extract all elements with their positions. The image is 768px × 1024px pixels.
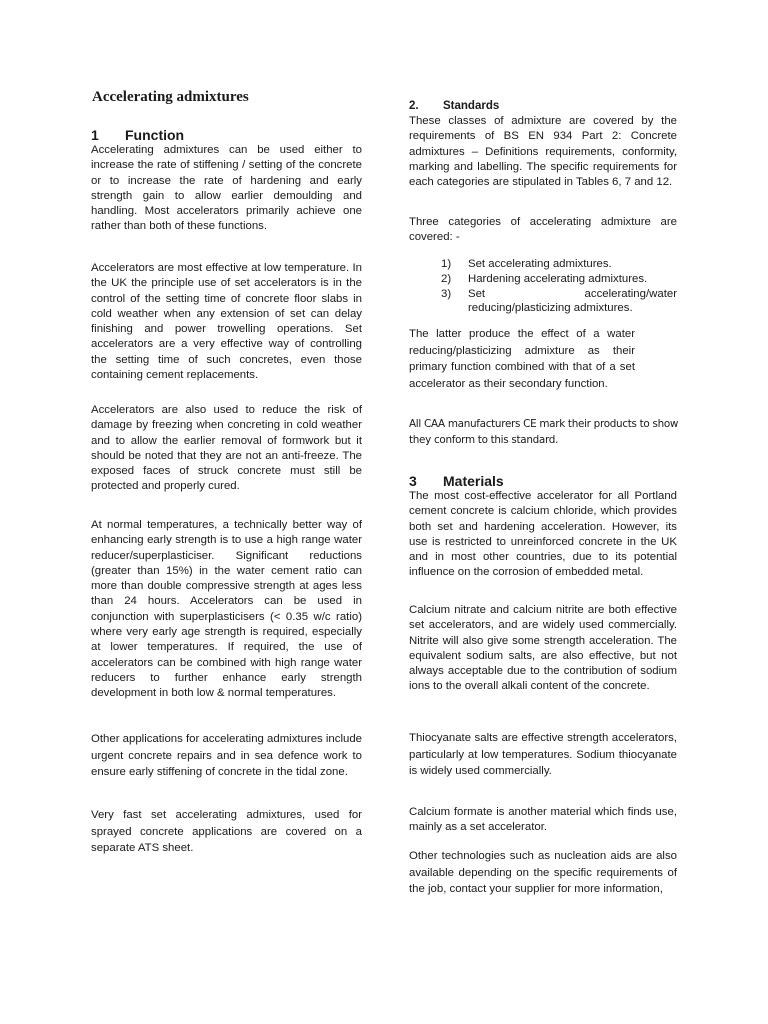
materials-paragraph-2: Calcium nitrate and calcium nitrite are both effective set accelerators, and are widely used commercially. Nitrite will also give some strength acceleration. The equivalent sodium salts, are also effective, but not always acceptable due to the contribution of sodium ions to the overall alkali content of the concrete. [409, 604, 677, 693]
list-item-text: Hardening accelerating admixtures. [468, 272, 648, 285]
section-title: Function [125, 127, 185, 143]
materials-paragraph-3: Thiocyanate salts are effective strength accelerators, particularly at low temperatures. Sodium thiocyanate is widely used commercially. [409, 732, 677, 777]
list-marker: 3) [441, 287, 452, 300]
function-paragraph-2: Accelerators are most effective at low temperature. In the UK the principle use of set accelerators is in the control of the setting time of concrete floor slabs in cold weather when any extension of set can delay finishing and power trowelling operations. Set accelerators are a very effective way of controlling the setting time of such concretes, even those containing cement replacements. [91, 262, 362, 382]
function-paragraph-6: Very fast set accelerating admixtures, used for sprayed concrete applications are covered on a separate ATS sheet. [91, 809, 362, 854]
section-heading-materials [409, 473, 504, 489]
materials-paragraph-4: Calcium formate is another material which finds use, mainly as a set accelerator. [409, 806, 677, 834]
list-item [441, 272, 677, 287]
section-heading-standards [409, 100, 499, 112]
function-paragraph-5: Other applications for accelerating admixtures include urgent concrete repairs and in sea defence work to ensure early stiffening of concrete in the tidal zone. [91, 733, 362, 778]
materials-paragraph-5: Other technologies such as nucleation aids are also available depending on the specific requirements of the job, contact your supplier for more information, [409, 850, 677, 895]
materials-paragraph-1: The most cost-effective accelerator for all Portland cement concrete is calcium chloride, which provides both set and hardening acceleration. However, its use is restricted to unreinforced concrete in the UK and in most other countries, due to its potential influence on the corrosion of embedded metal. [409, 490, 677, 579]
document-title: Accelerating admixtures [92, 89, 249, 105]
section-number: 1 [91, 127, 99, 143]
categories-intro: Three categories of accelerating admixture are covered: - [409, 216, 677, 244]
ce-mark-statement: All CAA manufacturers CE mark their products to show they conform to this standard. [409, 418, 679, 446]
function-paragraph-1: Accelerating admixtures can be used either to increase the rate of stiffening / setting of the concrete or to increase the rate of hardening and early strength gain to allow earlier demoulding and handling. Most accelerators primarily achieve one rather than both of these functions. [91, 144, 362, 233]
list-item [441, 287, 677, 317]
function-paragraph-4: At normal temperatures, a technically better way of enhancing early strength is to use a high range water reducer/superplasticiser. Significant reductions (greater than 15%) in the water cement ratio can more than double compressive strength at ages less than 24 hours. Accelerators can be used in conjunction with superplasticisers (< 0.35 w/c ratio) where very early age strength is required, especially at lower temperatures. If required, the use of accelerators can be combined with high range water reducers to further enhance early strength development in both low & normal temperatures. [91, 519, 362, 700]
list-item-text: Set accelerating admixtures. [468, 258, 612, 270]
list-item-text: Set accelerating/water reducing/plasticizing admixtures. [468, 287, 677, 315]
list-marker: 1) [441, 258, 452, 270]
list-marker: 2) [441, 272, 452, 285]
list-item [441, 257, 677, 272]
standards-intro: These classes of admixture are covered by the requirements of BS EN 934 Part 2: Concrete admixtures – Definitions requirements, conformity, marking and labelling. The specific requirements for each categories are stipulated in Tables 6, 7 and 12. [409, 115, 677, 189]
section-title: Standards [443, 100, 500, 112]
section-number: 3 [409, 473, 417, 489]
section-title: Materials [443, 473, 504, 489]
section-number: 2. [409, 100, 419, 112]
function-paragraph-3: Accelerators are also used to reduce the risk of damage by freezing when concreting in cold weather and to allow the earlier removal of formwork but it should be noted that they are not an anti-freeze. The exposed faces of struck concrete must still be protected and properly cured. [91, 404, 362, 493]
category-list [441, 257, 677, 316]
section-heading-function [91, 127, 184, 143]
latter-paragraph: The latter produce the effect of a water reducing/plasticizing admixture as their primary function combined with that of a set accelerator as their secondary function. [409, 328, 635, 390]
